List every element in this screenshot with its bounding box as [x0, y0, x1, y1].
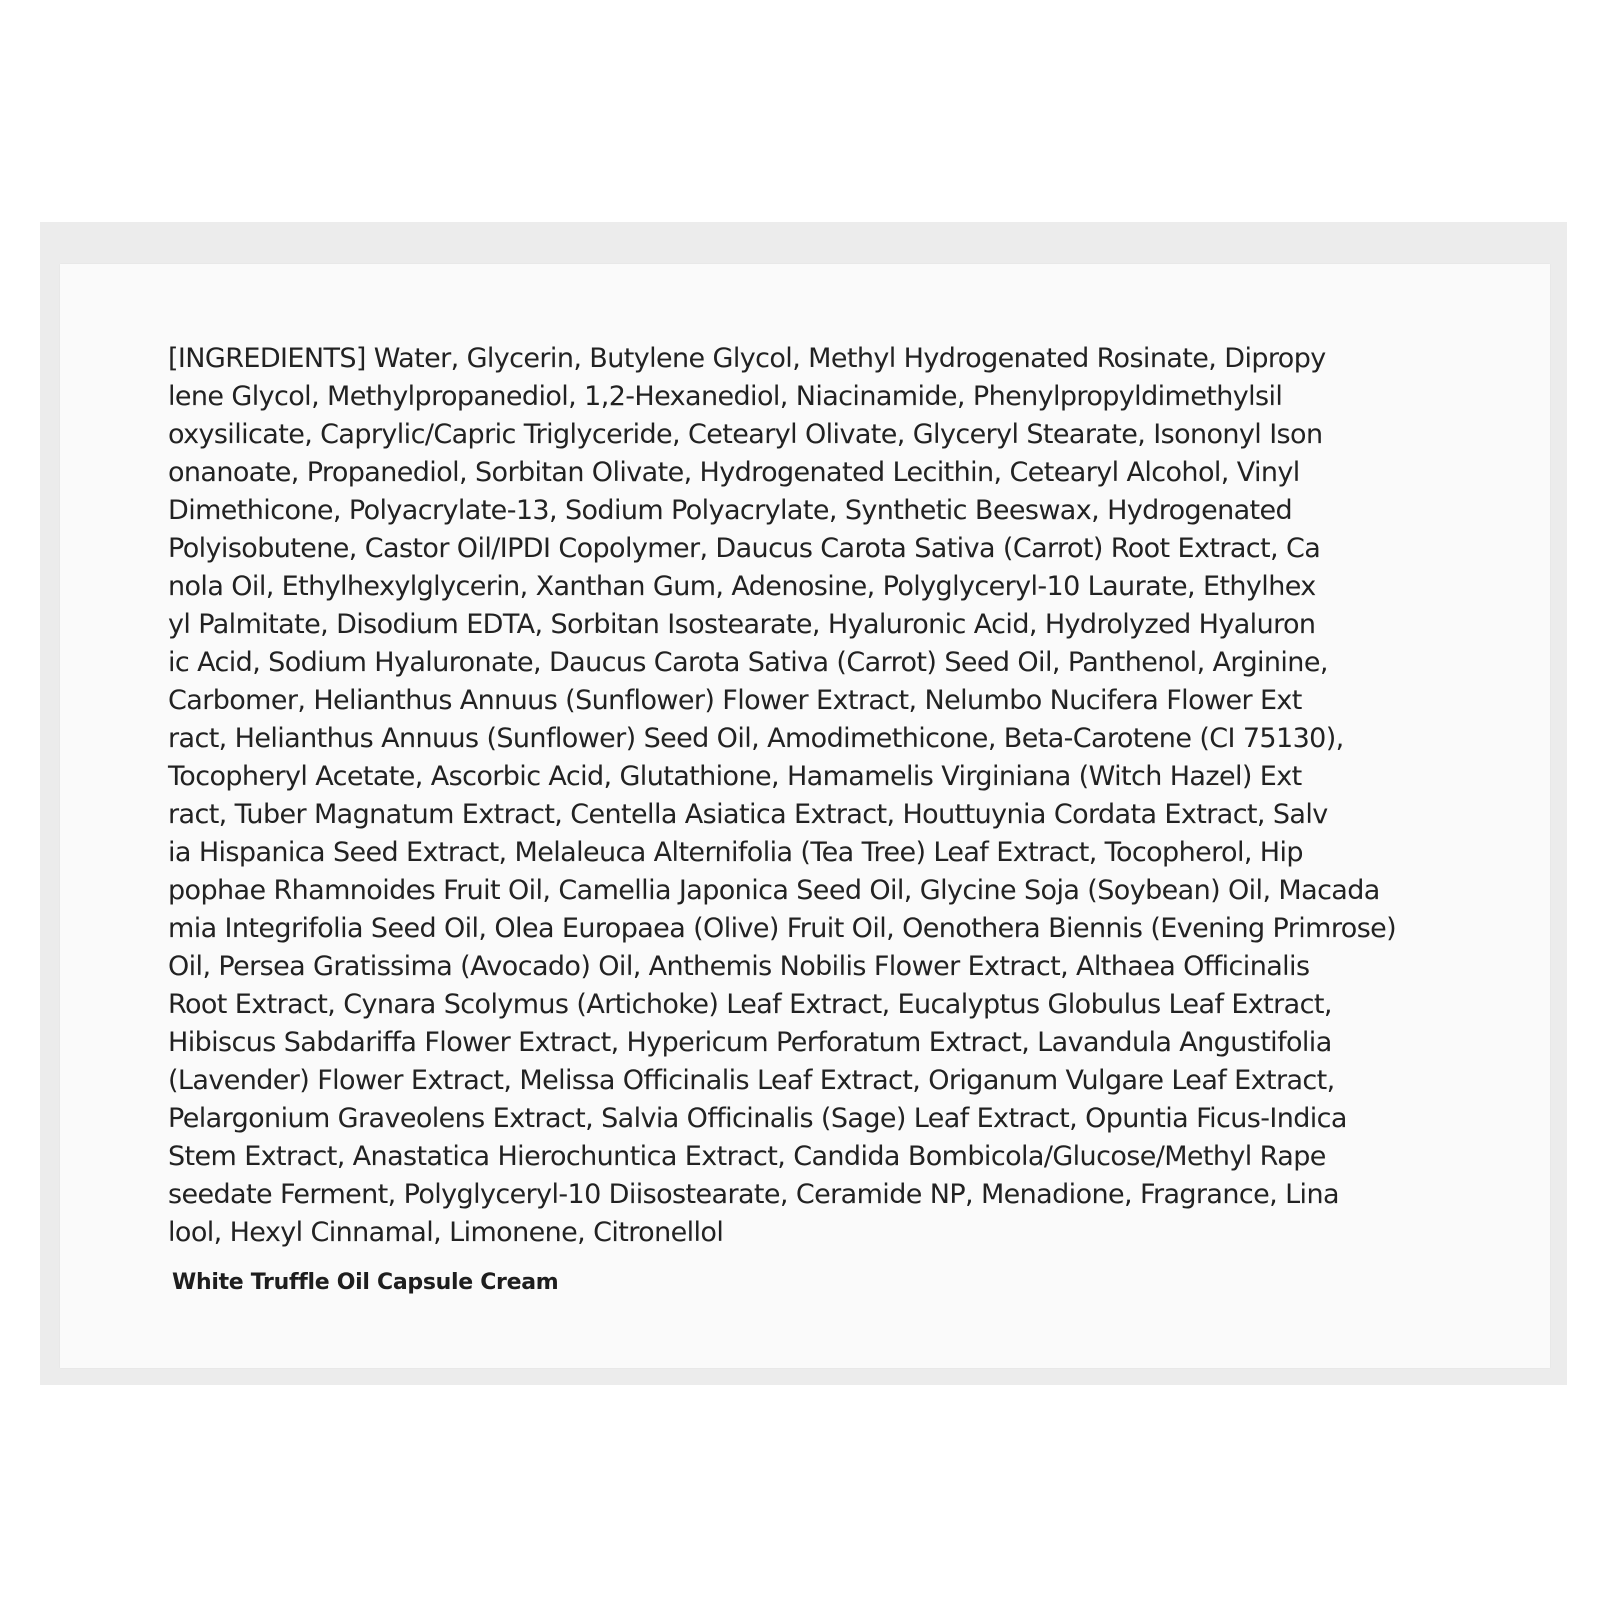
ingredients-line: lene Glycol, Methylpropanediol, 1,2-Hexanediol, Niacinamide, Phenylpropyldimethylsil [168, 381, 1283, 412]
ingredients-line: Root Extract, Cynara Scolymus (Artichoke) Leaf Extract, Eucalyptus Globulus Leaf Extract, [168, 989, 1332, 1020]
ingredients-line: Tocopheryl Acetate, Ascorbic Acid, Glutathione, Hamamelis Virginiana (Witch Hazel) Ext [168, 761, 1302, 792]
ingredients-line: oxysilicate, Caprylic/Capric Triglyceride, Cetearyl Olivate, Glyceryl Stearate, Isononyl Ison [168, 419, 1323, 450]
ingredients-line: lool, Hexyl Cinnamal, Limonene, Citronellol [168, 1217, 724, 1248]
ingredients-line: nola Oil, Ethylhexylglycerin, Xanthan Gum, Adenosine, Polyglyceryl-10 Laurate, Ethylhex [168, 571, 1316, 602]
ingredients-line: ia Hispanica Seed Extract, Melaleuca Alternifolia (Tea Tree) Leaf Extract, Tocopherol, Hip [168, 837, 1303, 868]
ingredients-line: mia Integrifolia Seed Oil, Olea Europaea (Olive) Fruit Oil, Oenothera Biennis (Evening Primrose) [168, 913, 1397, 944]
ingredients-line: Hibiscus Sabdariffa Flower Extract, Hypericum Perforatum Extract, Lavandula Angustifolia [168, 1027, 1332, 1058]
ingredients-line: Stem Extract, Anastatica Hierochuntica Extract, Candida Bombicola/Glucose/Methyl Rape [168, 1141, 1326, 1172]
ingredients-line: (Lavender) Flower Extract, Melissa Officinalis Leaf Extract, Origanum Vulgare Leaf Extract, [168, 1065, 1335, 1096]
product-name: White Truffle Oil Capsule Cream [172, 1270, 559, 1295]
ingredients-line: pophae Rhamnoides Fruit Oil, Camellia Japonica Seed Oil, Glycine Soja (Soybean) Oil, Macada [168, 875, 1380, 906]
ingredients-line: yl Palmitate, Disodium EDTA, Sorbitan Isostearate, Hyaluronic Acid, Hydrolyzed Hyaluron [168, 609, 1316, 640]
ingredients-line: Pelargonium Graveolens Extract, Salvia Officinalis (Sage) Leaf Extract, Opuntia Ficus-Indica [168, 1103, 1347, 1134]
ingredients-text [168, 340, 1498, 1260]
ingredients-line: Oil, Persea Gratissima (Avocado) Oil, Anthemis Nobilis Flower Extract, Althaea Officinalis [168, 951, 1310, 982]
ingredients-line: ic Acid, Sodium Hyaluronate, Daucus Carota Sativa (Carrot) Seed Oil, Panthenol, Arginine, [168, 647, 1328, 678]
ingredients-line: [INGREDIENTS] Water, Glycerin, Butylene Glycol, Methyl Hydrogenated Rosinate, Dipropy [168, 343, 1326, 374]
ingredients-line: Carbomer, Helianthus Annuus (Sunflower) Flower Extract, Nelumbo Nucifera Flower Ext [168, 685, 1302, 716]
ingredients-line: ract, Tuber Magnatum Extract, Centella Asiatica Extract, Houttuynia Cordata Extract, Salv [168, 799, 1328, 830]
ingredients-line: Polyisobutene, Castor Oil/IPDI Copolymer, Daucus Carota Sativa (Carrot) Root Extract, Ca [168, 533, 1321, 564]
ingredients-line: Dimethicone, Polyacrylate-13, Sodium Polyacrylate, Synthetic Beeswax, Hydrogenated [168, 495, 1293, 526]
ingredients-line: seedate Ferment, Polyglyceryl-10 Diisostearate, Ceramide NP, Menadione, Fragrance, Lina [168, 1179, 1339, 1210]
ingredients-line: ract, Helianthus Annuus (Sunflower) Seed Oil, Amodimethicone, Beta-Carotene (CI 75130), [168, 723, 1344, 754]
ingredients-line: onanoate, Propanediol, Sorbitan Olivate, Hydrogenated Lecithin, Cetearyl Alcohol, Vinyl [168, 457, 1300, 488]
